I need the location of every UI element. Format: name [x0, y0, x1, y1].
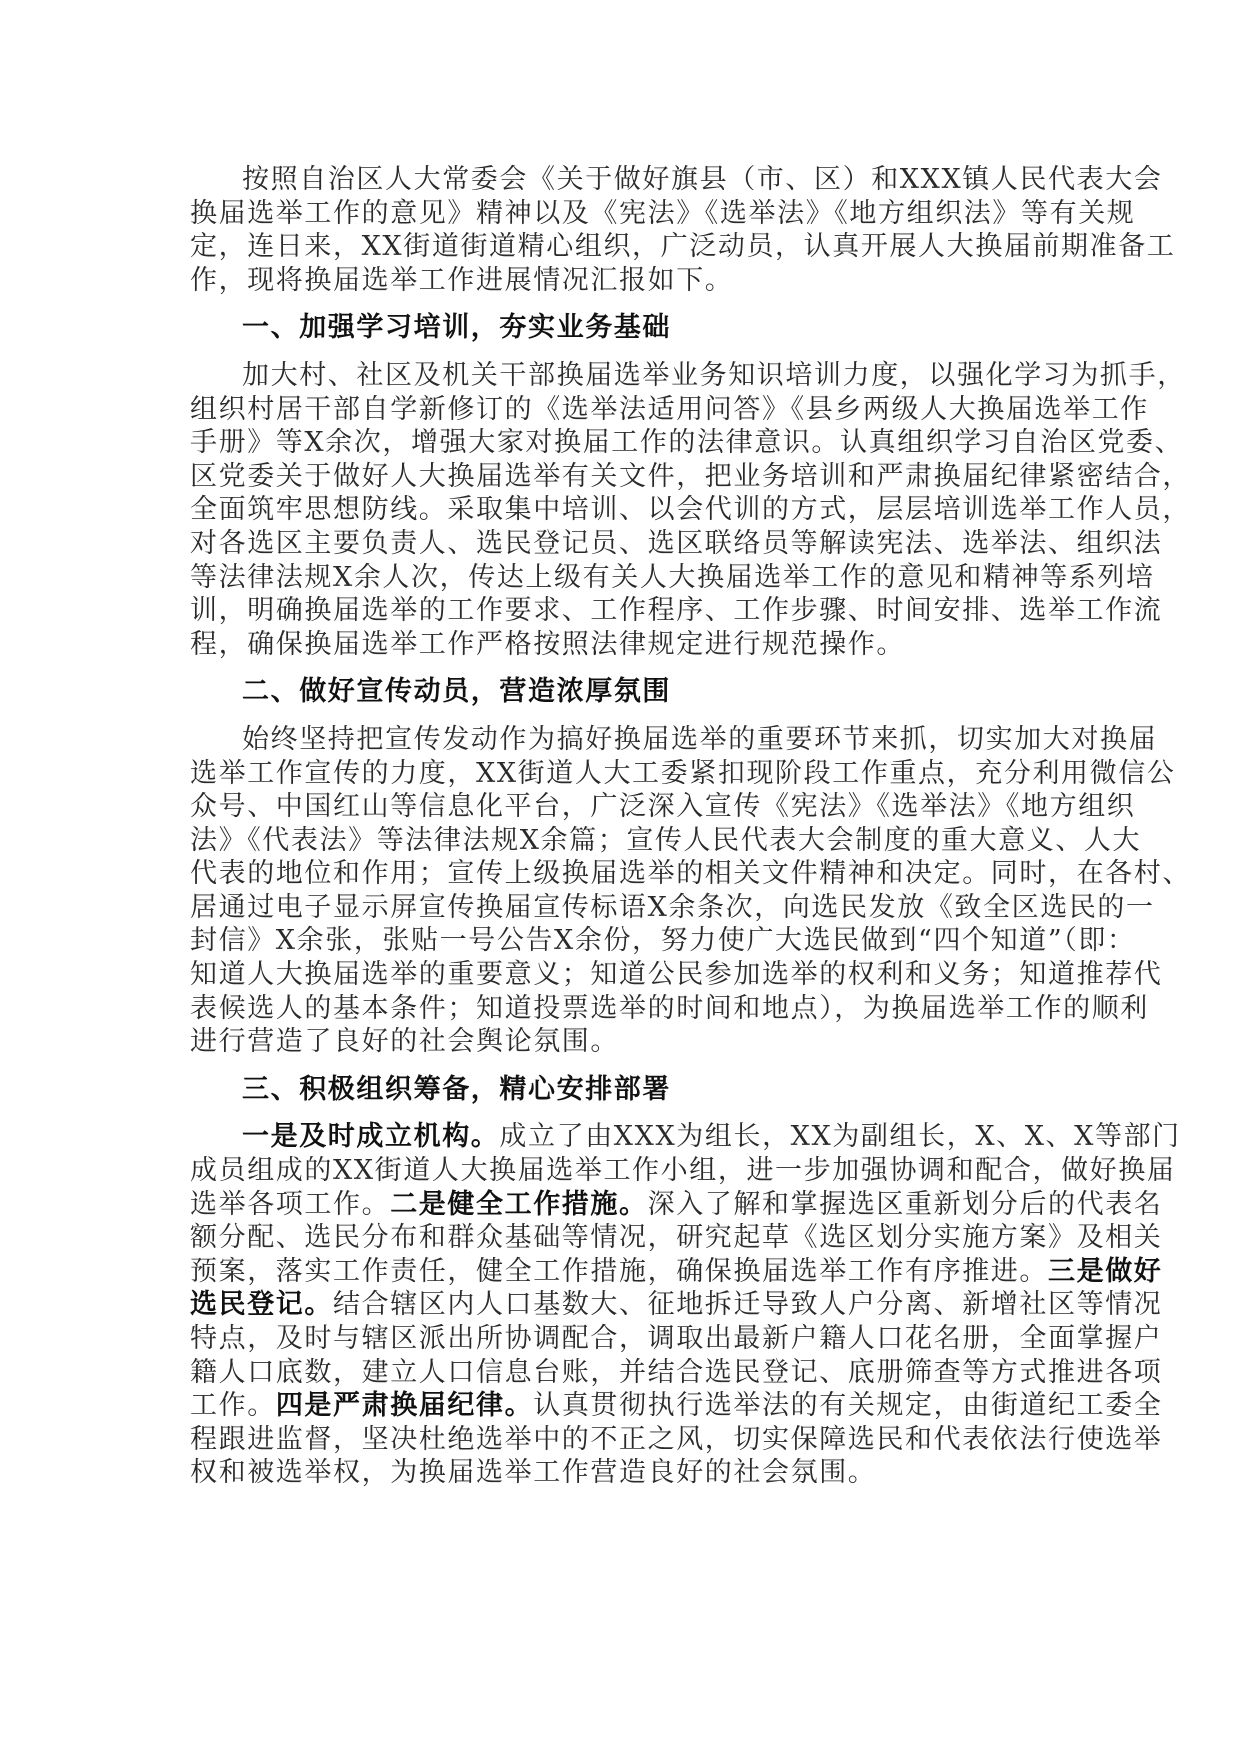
- text-line: [190, 527, 1163, 561]
- text-line: [190, 163, 1163, 197]
- text-run: 籍人口底数，建立人口信息台账，并结合选民登记、底册筛查等方式推进各项: [190, 1356, 1163, 1388]
- text-line: [190, 594, 1163, 628]
- bold-lead-phrase: 二是健全工作措施。: [390, 1188, 648, 1220]
- bold-lead-phrase: 三是做好: [1048, 1255, 1163, 1287]
- text-run: 特点，及时与辖区派出所协调配合，调取出最新户籍人口花名册，全面掌握户: [190, 1323, 1163, 1354]
- section-heading: 二、做好宣传动员，营造浓厚氛围: [242, 676, 671, 708]
- text-run: 额分配、选民分布和群众基础等情况，研究起草《选区划分实施方案》及相关: [190, 1222, 1163, 1254]
- text-run: 程跟进监督，坚决杜绝选举中的不正之风，切实保障选民和代表依法行使选举: [190, 1423, 1163, 1455]
- bold-lead-phrase: 四是严肃换届纪律。: [275, 1390, 534, 1422]
- text-line: [190, 393, 1149, 427]
- paragraph: [190, 163, 1176, 297]
- text-run: 工作。: [190, 1390, 276, 1422]
- text-run: 法》《代表法》等法律法规X余篇；宣传人民代表大会制度的重大意义、人大: [190, 824, 1142, 856]
- text-run: 手册》等X余次，增强大家对换届工作的法律意识。认真组织学习自治区党委、: [190, 427, 1184, 459]
- text-run: 居通过电子显示屏宣传换届宣传标语X余条次，向选民发放《致全区选民的一: [190, 891, 1155, 923]
- section-heading: 三、积极组织筹备，精心安排部署: [242, 1073, 671, 1105]
- text-run: 封信》X余张，张贴一号公告X余份，努力使广大选民做到“四个知道”（即：: [190, 925, 1136, 957]
- text-line: [190, 1120, 1181, 1154]
- text-run: 众号、中国红山等信息化平台，广泛深入宣传《宪法》《选举法》《地方组织: [190, 791, 1136, 823]
- section-heading: 一、加强学习培训，夯实业务基础: [242, 312, 671, 344]
- text-line: [190, 264, 1070, 298]
- text-line: [190, 197, 1136, 231]
- text-line: [190, 230, 1176, 264]
- text-line: [190, 992, 1149, 1026]
- text-line: [190, 1221, 1163, 1255]
- text-line: [190, 891, 1155, 925]
- text-run: 权和被选举权，为换届选举工作营造良好的社会氛围。: [190, 1457, 877, 1489]
- text-run: 全面筑牢思想防线。采取集中培训、以会代训的方式，层层培训选举工作人员，: [190, 494, 1191, 526]
- text-run: 加大村、社区及机关干部换届选举业务知识培训力度，以强化学习为抓手，: [242, 359, 1186, 391]
- text-line: [190, 1389, 1163, 1423]
- text-line: [190, 1154, 1176, 1188]
- text-run: 选举工作宣传的力度，XX街道人大工委紧扣现阶段工作重点，充分利用微信公: [190, 757, 1176, 789]
- text-run: 深入了解和掌握选区重新划分后的代表名: [647, 1188, 1163, 1220]
- document-body: [190, 163, 1191, 1504]
- text-run: 代表的地位和作用；宣传上级换届选举的相关文件精神和决定。同时，在各村、: [190, 858, 1191, 890]
- text-line: [190, 924, 1136, 958]
- text-run: 程，确保换届选举工作严格按照法律规定进行规范操作。: [190, 628, 905, 660]
- text-line: [190, 359, 1186, 393]
- text-run: 区党委关于做好人大换届选举有关文件，把业务培训和严肃换届纪律紧密结合，: [190, 460, 1191, 492]
- text-line: [190, 1025, 1070, 1059]
- text-run: 成员组成的XX街道人大换届选举工作小组，进一步加强协调和配合，做好换届: [190, 1155, 1176, 1187]
- text-run: 预案，落实工作责任，健全工作措施，确保换届选举工作有序推进。: [190, 1255, 1048, 1287]
- text-line: [190, 790, 1136, 824]
- text-run: 按照自治区人大常委会《关于做好旗县（市、区）和XXX镇人民代表大会: [242, 164, 1163, 195]
- text-run: 等法律法规X余人次，传达上级有关人大换届选举工作的意见和精神等系列培: [190, 561, 1155, 593]
- text-run: 知道人大换届选举的重要意义；知道公民参加选举的权利和义务；知道推荐代: [190, 959, 1163, 991]
- text-run: 结合辖区内人口基数大、征地拆迁导致人户分离、新增社区等情况: [333, 1289, 1163, 1321]
- text-run: 对各选区主要负责人、选民登记员、选区联络员等解读宪法、选举法、组织法: [190, 527, 1163, 559]
- text-line: [190, 1423, 1163, 1457]
- text-line: [190, 493, 1191, 527]
- text-line: [190, 1356, 1163, 1390]
- text-run: 换届选举工作的意见》精神以及《宪法》《选举法》《地方组织法》等有关规: [190, 197, 1136, 229]
- text-run: 表候选人的基本条件；知道投票选举的时间和地点），为换届选举工作的顺利: [190, 992, 1149, 1024]
- text-line: [190, 757, 1176, 791]
- text-line: [190, 460, 1191, 494]
- text-line: [190, 628, 1070, 662]
- text-line: [190, 857, 1191, 891]
- paragraph: [190, 1120, 1181, 1490]
- paragraph: [190, 359, 1191, 661]
- text-run: 进行营造了良好的社会舆论氛围。: [190, 1026, 619, 1058]
- text-line: [190, 958, 1163, 992]
- text-run: 始终坚持把宣传发动作为搞好换届选举的重要环节来抓，切实加大对换届: [242, 723, 1158, 755]
- text-line: [190, 561, 1155, 595]
- text-run: 作，现将换届选举工作进展情况汇报如下。: [190, 264, 734, 296]
- text-line: [190, 723, 1158, 757]
- bold-lead-phrase: 一是及时成立机构。: [242, 1121, 500, 1153]
- text-line: [190, 1322, 1163, 1356]
- text-line: [190, 1288, 1163, 1322]
- text-line: [190, 1255, 1163, 1289]
- text-run: 认真贯彻执行选举法的有关规定，由街道纪工委全: [533, 1390, 1163, 1422]
- text-line: [190, 824, 1142, 858]
- text-run: 定，连日来，XX街道街道精心组织，广泛动员，认真开展人大换届前期准备工: [190, 231, 1176, 263]
- paragraph: [190, 723, 1191, 1059]
- text-line: [190, 1456, 1070, 1490]
- text-run: 成立了由XXX为组长，XX为副组长，X、X、X等部门: [499, 1121, 1181, 1153]
- bold-lead-phrase: 选民登记。: [190, 1289, 333, 1321]
- text-line: [190, 1188, 1163, 1222]
- text-line: [190, 426, 1184, 460]
- text-run: 训，明确换届选举的工作要求、工作程序、工作步骤、时间安排、选举工作流: [190, 595, 1163, 627]
- text-run: 选举各项工作。: [190, 1188, 391, 1220]
- text-run: 组织村居干部自学新修订的《选举法适用问答》《县乡两级人大换届选举工作: [190, 393, 1149, 425]
